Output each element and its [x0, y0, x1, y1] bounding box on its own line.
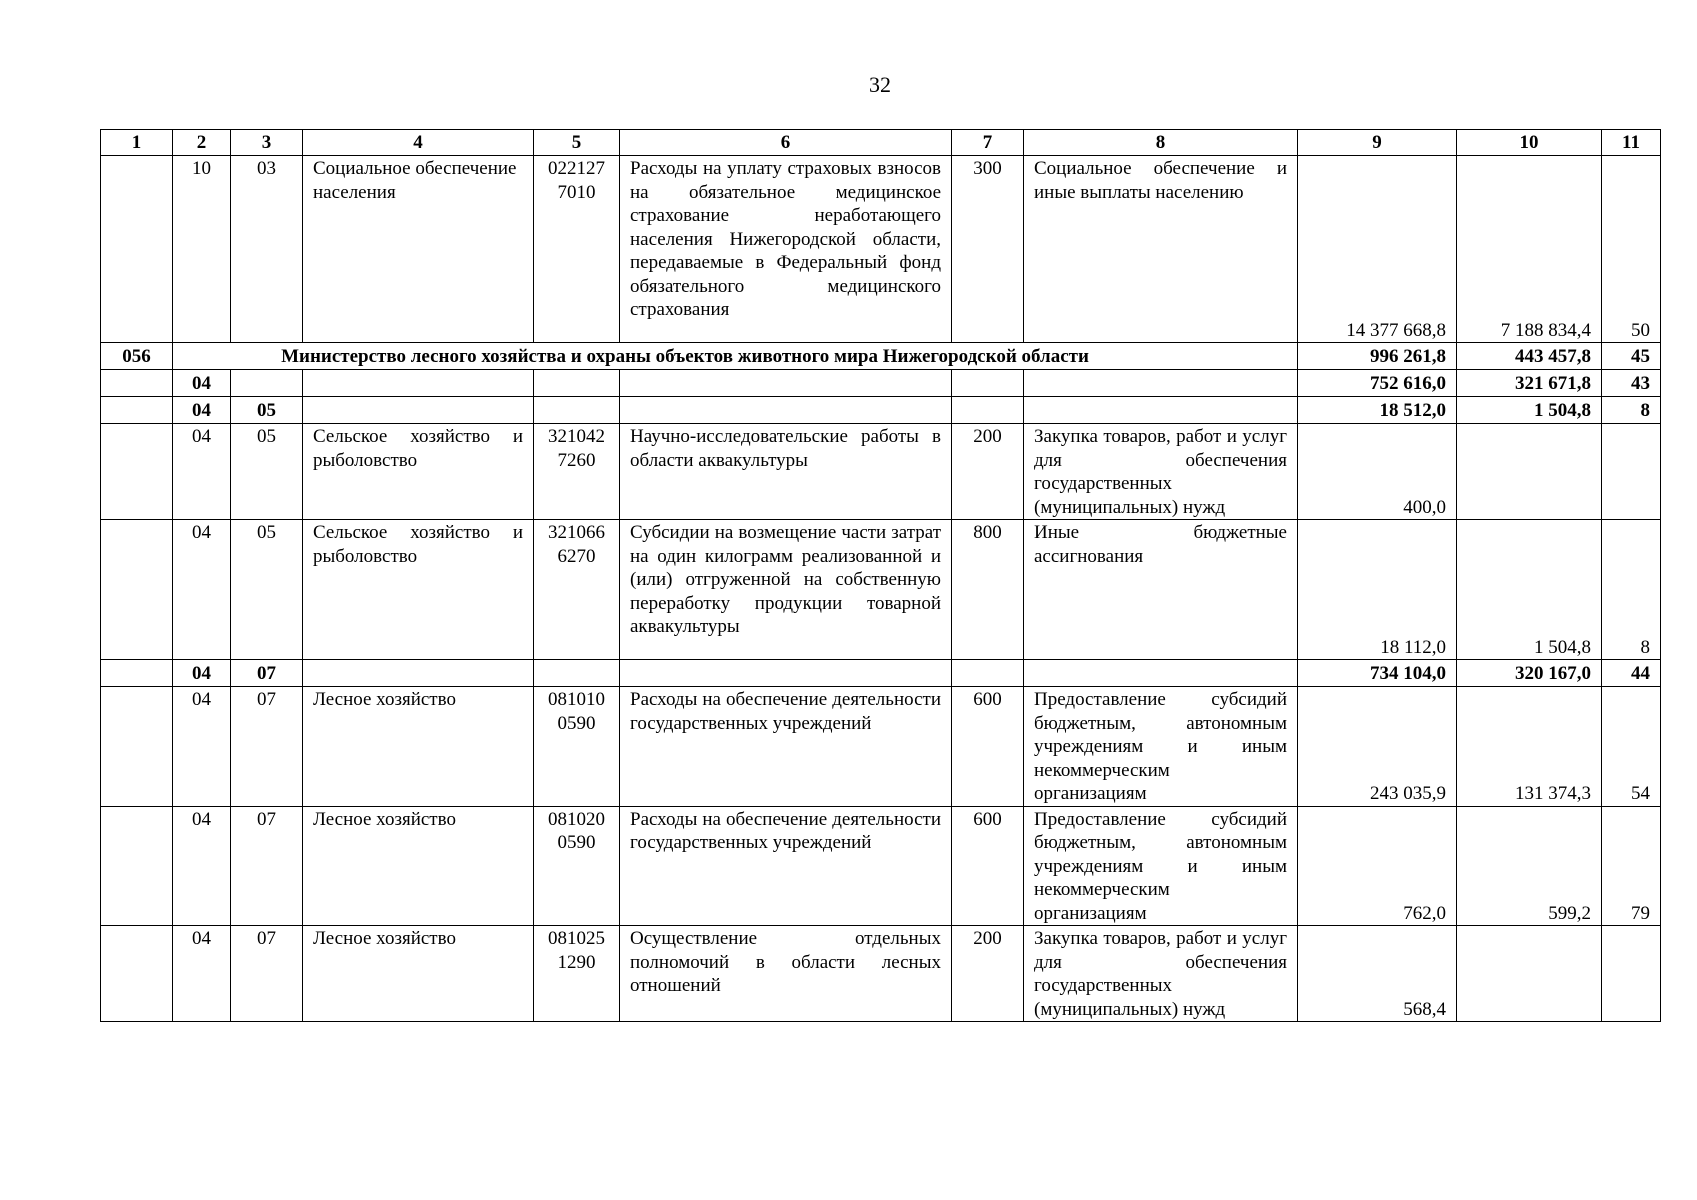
cell-admin-code — [101, 156, 173, 343]
cell-subsection: 05 — [231, 424, 303, 520]
cell-plan: 996 261,8 — [1298, 343, 1457, 370]
cell-subsection: 07 — [231, 687, 303, 807]
cell-target-code: 081025 1290 — [534, 926, 620, 1022]
cell-executed: 599,2 — [1457, 806, 1602, 926]
cell-empty — [303, 370, 534, 397]
cell-percent: 50 — [1602, 156, 1661, 343]
cell-plan: 14 377 668,8 — [1298, 156, 1457, 343]
cell-empty — [952, 660, 1024, 687]
cell-executed: 1 504,8 — [1457, 520, 1602, 660]
cell-plan: 762,0 — [1298, 806, 1457, 926]
cell-subsection-name: Сельское хозяйство и рыболовство — [303, 424, 534, 520]
cell-target-name: Осуществление отдельных полномочий в области лесных отношений — [620, 926, 952, 1022]
cell-empty — [101, 926, 173, 1022]
cell-target-name: Субсидии на возмещение части затрат на один килограмм реализованной и (или) отгруженной на собственную переработку продукции товарной аквакультуры — [620, 520, 952, 660]
cell-percent: 44 — [1602, 660, 1661, 687]
cell-empty — [303, 660, 534, 687]
table-row-section-total — [101, 370, 1661, 397]
cell-executed: 320 167,0 — [1457, 660, 1602, 687]
cell-percent — [1602, 926, 1661, 1022]
cell-subsection: 05 — [231, 397, 303, 424]
cell-empty — [620, 397, 952, 424]
cell-empty — [534, 397, 620, 424]
cell-percent: 45 — [1602, 343, 1661, 370]
cell-expense-type-name: Иные бюджетные ассигнования — [1024, 520, 1298, 660]
cell-empty — [1024, 370, 1298, 397]
cell-section: 04 — [173, 687, 231, 807]
cell-empty — [534, 660, 620, 687]
cell-expense-type: 200 — [952, 424, 1024, 520]
cell-subsection-name: Сельское хозяйство и рыболовство — [303, 520, 534, 660]
cell-empty — [231, 370, 303, 397]
cell-plan: 243 035,9 — [1298, 687, 1457, 807]
header-cell: 10 — [1457, 130, 1602, 156]
cell-executed — [1457, 424, 1602, 520]
cell-target-name: Расходы на обеспечение деятельности государственных учреждений — [620, 806, 952, 926]
table-row-subsection-total — [101, 660, 1661, 687]
cell-expense-type: 800 — [952, 520, 1024, 660]
cell-section: 10 — [173, 156, 231, 343]
header-cell: 2 — [173, 130, 231, 156]
header-cell: 9 — [1298, 130, 1457, 156]
header-cell: 11 — [1602, 130, 1661, 156]
table-header-row — [101, 130, 1661, 156]
cell-percent: 8 — [1602, 520, 1661, 660]
cell-subsection: 05 — [231, 520, 303, 660]
cell-target-code: 081020 0590 — [534, 806, 620, 926]
cell-expense-type: 300 — [952, 156, 1024, 343]
cell-subsection: 07 — [231, 806, 303, 926]
page-number: 32 — [869, 72, 891, 97]
cell-section: 04 — [173, 370, 231, 397]
cell-expense-type: 600 — [952, 687, 1024, 807]
cell-executed — [1457, 926, 1602, 1022]
cell-percent: 43 — [1602, 370, 1661, 397]
cell-empty — [101, 687, 173, 807]
cell-expense-type-name: Предоставление субсидий бюджетным, автономным учреждениям и иным некоммерческим организациям — [1024, 806, 1298, 926]
cell-executed: 443 457,8 — [1457, 343, 1602, 370]
cell-subsection-name: Лесное хозяйство — [303, 806, 534, 926]
cell-expense-type-name: Социальное обеспечение и иные выплаты населению — [1024, 156, 1298, 343]
cell-executed: 131 374,3 — [1457, 687, 1602, 807]
cell-empty — [101, 520, 173, 660]
cell-target-name: Расходы на уплату страховых взносов на обязательное медицинское страхование неработающего населения Нижегородской области, передаваемые в Федеральный фонд обязательного медицинского страхования — [620, 156, 952, 343]
header-cell: 5 — [534, 130, 620, 156]
cell-percent: 79 — [1602, 806, 1661, 926]
table-row — [101, 520, 1661, 660]
header-cell: 3 — [231, 130, 303, 156]
cell-expense-type-name: Закупка товаров, работ и услуг для обеспечения государственных (муниципальных) нужд — [1024, 424, 1298, 520]
cell-subsection-name: Социальное обеспечение населения — [303, 156, 534, 343]
cell-subsection: 07 — [231, 660, 303, 687]
cell-expense-type-name: Предоставление субсидий бюджетным, автономным учреждениям и иным некоммерческим организациям — [1024, 687, 1298, 807]
cell-empty — [952, 370, 1024, 397]
header-cell: 8 — [1024, 130, 1298, 156]
cell-empty — [101, 370, 173, 397]
cell-plan: 568,4 — [1298, 926, 1457, 1022]
cell-empty — [952, 397, 1024, 424]
cell-empty — [620, 660, 952, 687]
cell-empty — [534, 370, 620, 397]
header-cell: 6 — [620, 130, 952, 156]
cell-percent: 8 — [1602, 397, 1661, 424]
cell-ministry-name: Министерство лесного хозяйства и охраны объектов животного мира Нижегородской области — [173, 343, 1298, 370]
cell-section: 04 — [173, 397, 231, 424]
table-row-ministry — [101, 343, 1661, 370]
cell-section: 04 — [173, 926, 231, 1022]
cell-expense-type: 600 — [952, 806, 1024, 926]
header-cell: 4 — [303, 130, 534, 156]
cell-empty — [1024, 397, 1298, 424]
cell-empty — [101, 806, 173, 926]
cell-percent: 54 — [1602, 687, 1661, 807]
cell-target-code: 321042 7260 — [534, 424, 620, 520]
cell-target-name: Расходы на обеспечение деятельности государственных учреждений — [620, 687, 952, 807]
budget-table — [100, 129, 1661, 1022]
table-row — [101, 806, 1661, 926]
table-row — [101, 926, 1661, 1022]
cell-percent — [1602, 424, 1661, 520]
cell-expense-type-name: Закупка товаров, работ и услуг для обеспечения государственных (муниципальных) нужд — [1024, 926, 1298, 1022]
table-row-subsection-total — [101, 397, 1661, 424]
cell-empty — [303, 397, 534, 424]
cell-plan: 400,0 — [1298, 424, 1457, 520]
header-cell: 1 — [101, 130, 173, 156]
cell-section: 04 — [173, 806, 231, 926]
cell-subsection-name: Лесное хозяйство — [303, 926, 534, 1022]
cell-executed: 1 504,8 — [1457, 397, 1602, 424]
header-cell: 7 — [952, 130, 1024, 156]
cell-plan: 18 112,0 — [1298, 520, 1457, 660]
cell-target-name: Научно-исследовательские работы в области аквакультуры — [620, 424, 952, 520]
cell-empty — [1024, 660, 1298, 687]
cell-section: 04 — [173, 424, 231, 520]
cell-plan: 752 616,0 — [1298, 370, 1457, 397]
cell-empty — [101, 660, 173, 687]
cell-section: 04 — [173, 660, 231, 687]
cell-target-code: 081010 0590 — [534, 687, 620, 807]
cell-executed: 7 188 834,4 — [1457, 156, 1602, 343]
table-row — [101, 687, 1661, 807]
cell-expense-type: 200 — [952, 926, 1024, 1022]
cell-empty — [101, 424, 173, 520]
cell-plan: 734 104,0 — [1298, 660, 1457, 687]
cell-target-code: 321066 6270 — [534, 520, 620, 660]
cell-subsection-name: Лесное хозяйство — [303, 687, 534, 807]
cell-section: 04 — [173, 520, 231, 660]
cell-empty — [101, 397, 173, 424]
table-row — [101, 156, 1661, 343]
cell-target-code: 022127 7010 — [534, 156, 620, 343]
cell-executed: 321 671,8 — [1457, 370, 1602, 397]
cell-subsection: 03 — [231, 156, 303, 343]
cell-subsection: 07 — [231, 926, 303, 1022]
cell-admin-code: 056 — [101, 343, 173, 370]
cell-empty — [620, 370, 952, 397]
table-row — [101, 424, 1661, 520]
cell-plan: 18 512,0 — [1298, 397, 1457, 424]
